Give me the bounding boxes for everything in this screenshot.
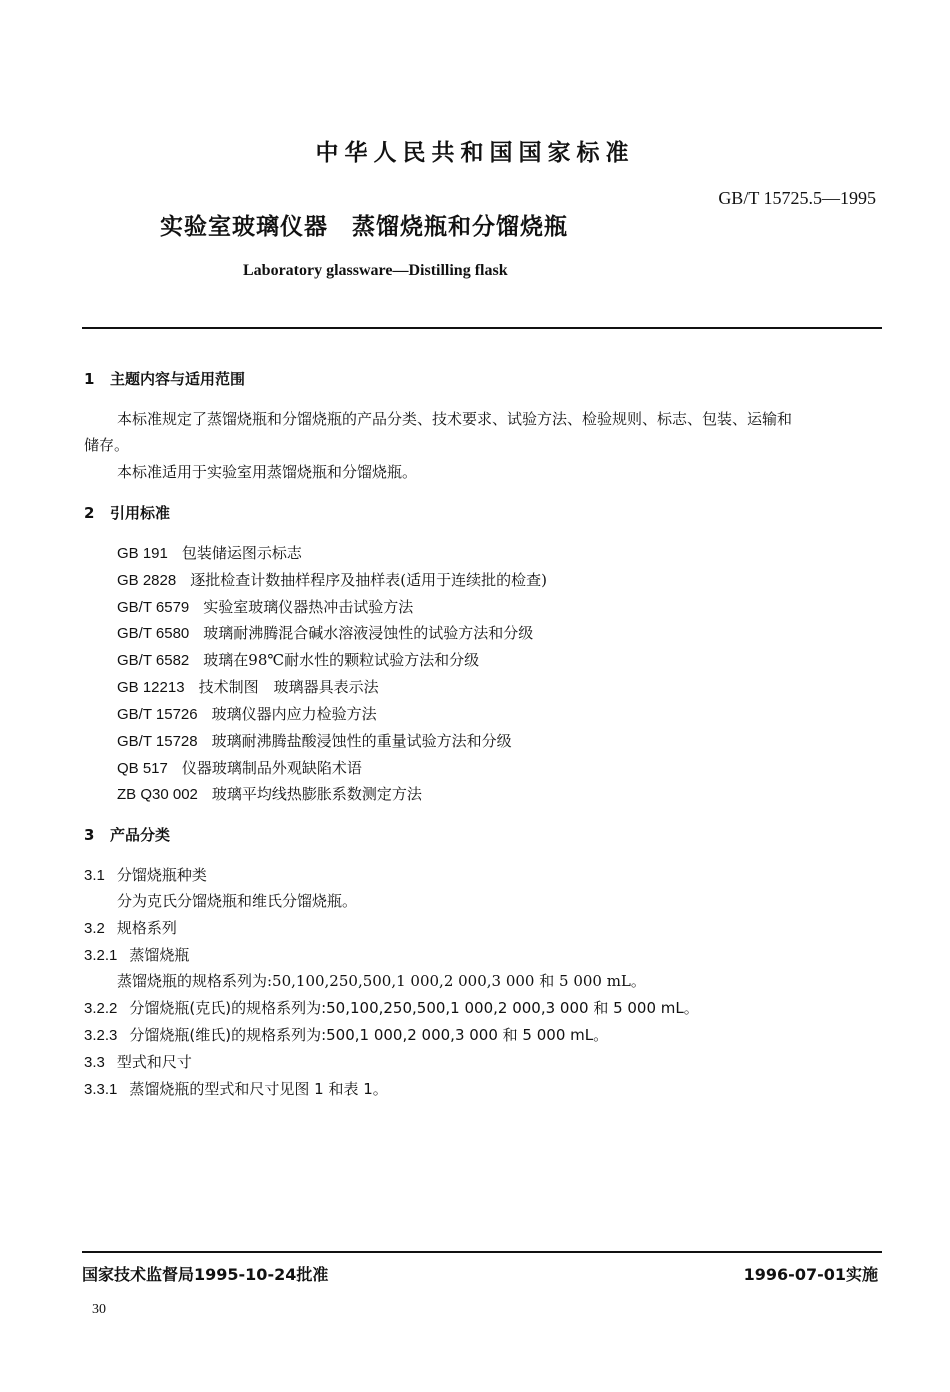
- clause-3-3: [84, 1051, 192, 1072]
- clause-title: 蒸馏烧瓶: [129, 946, 190, 964]
- section-2-heading: [84, 502, 170, 523]
- reference-code: GB 12213: [117, 679, 185, 696]
- reference-title: 玻璃仪器内应力检验方法: [211, 705, 377, 723]
- reference-code: ZB Q30 002: [117, 786, 198, 803]
- section-1-para-1-line-1: 本标准规定了蒸馏烧瓶和分馏烧瓶的产品分类、技术要求、试验方法、检验规则、标志、包装、运输和: [117, 410, 793, 428]
- section-1-para-1-line-2: 储存。: [84, 436, 130, 454]
- national-standard-heading: 中华人民共和国国家标准: [315, 140, 635, 166]
- clause-3-2: [84, 917, 177, 938]
- clause-title: 分馏烧瓶种类: [116, 866, 207, 884]
- reference-code: GB 2828: [117, 572, 177, 589]
- clause-3-2-1: [84, 944, 189, 965]
- reference-item: [117, 596, 413, 617]
- reference-title: 玻璃耐沸腾盐酸浸蚀性的重量试验方法和分级: [211, 732, 512, 750]
- reference-title: 逐批检查计数抽样程序及抽样表(适用于连续批的检查): [190, 571, 547, 589]
- header-rule: [82, 327, 882, 329]
- reference-code: GB/T 6579: [117, 599, 190, 616]
- reference-item: [117, 649, 479, 670]
- clause-title: 规格系列: [116, 919, 177, 937]
- clause-number: 3.3.1: [84, 1081, 118, 1098]
- reference-title: 玻璃在98℃耐水性的颗粒试验方法和分级: [203, 651, 480, 669]
- clause-3-2-2: [84, 997, 699, 1018]
- document-title-cn: 实验室玻璃仪器 蒸馏烧瓶和分馏烧瓶: [160, 214, 568, 240]
- reference-title: 仪器玻璃制品外观缺陷术语: [181, 759, 362, 777]
- approval-date: 国家技术监督局1995-10-24批准: [82, 1265, 329, 1284]
- section-3-number: 3: [84, 826, 95, 844]
- clause-title: 型式和尺寸: [116, 1053, 192, 1071]
- reference-title: 实验室玻璃仪器热冲击试验方法: [203, 598, 414, 616]
- section-3-title: 产品分类: [110, 826, 171, 844]
- reference-title: 玻璃耐沸腾混合碱水溶液浸蚀性的试验方法和分级: [203, 624, 534, 642]
- reference-code: GB/T 6582: [117, 652, 190, 669]
- reference-title: 包装储运图示标志: [181, 544, 302, 562]
- clause-number: 3.2: [84, 920, 105, 937]
- reference-item: [117, 757, 362, 778]
- reference-code: GB/T 6580: [117, 625, 190, 642]
- reference-code: GB/T 15728: [117, 733, 198, 750]
- reference-item: [117, 676, 379, 697]
- reference-code: GB 191: [117, 545, 168, 562]
- clause-3-2-1-text: 蒸馏烧瓶的规格系列为:50,100,250,500,1 000,2 000,3 000 和 5 000 mL。: [117, 972, 646, 990]
- clause-text: 分馏烧瓶(维氏)的规格系列为:500,1 000,2 000,3 000 和 5 000 mL。: [129, 1026, 609, 1044]
- section-2-title: 引用标准: [110, 504, 171, 522]
- section-2-number: 2: [84, 504, 95, 522]
- reference-item: [117, 622, 533, 643]
- clause-text: 蒸馏烧瓶的型式和尺寸见图 1 和表 1。: [129, 1080, 388, 1098]
- reference-item: [117, 703, 377, 724]
- clause-number: 3.2.1: [84, 947, 118, 964]
- reference-item: [117, 542, 302, 563]
- clause-3-3-1: [84, 1078, 388, 1099]
- clause-number: 3.2.3: [84, 1027, 118, 1044]
- reference-title: 技术制图 玻璃器具表示法: [198, 678, 379, 696]
- section-1-number: 1: [84, 370, 95, 388]
- clause-3-1-text: 分为克氏分馏烧瓶和维氏分馏烧瓶。: [117, 892, 358, 910]
- reference-item: [117, 783, 422, 804]
- section-1-heading: [84, 368, 245, 389]
- reference-code: GB/T 15726: [117, 706, 198, 723]
- clause-3-1: [84, 864, 207, 885]
- clause-number: 3.2.2: [84, 1000, 118, 1017]
- section-1-para-2: 本标准适用于实验室用蒸馏烧瓶和分馏烧瓶。: [117, 463, 418, 481]
- reference-item: [117, 569, 547, 590]
- implementation-date: 1996-07-01实施: [743, 1265, 878, 1284]
- clause-number: 3.3: [84, 1054, 105, 1071]
- document-title-en: Laboratory glassware—Distilling flask: [243, 262, 508, 279]
- reference-title: 玻璃平均线热膨胀系数测定方法: [211, 785, 422, 803]
- reference-item: [117, 730, 512, 751]
- clause-3-2-3: [84, 1024, 608, 1045]
- reference-code: QB 517: [117, 760, 168, 777]
- footer-rule: [82, 1251, 882, 1253]
- section-3-heading: [84, 824, 170, 845]
- section-1-title: 主题内容与适用范围: [110, 370, 246, 388]
- clause-number: 3.1: [84, 867, 105, 884]
- standard-number: GB/T 15725.5—1995: [718, 188, 876, 208]
- page-number: 30: [92, 1302, 106, 1317]
- clause-text: 分馏烧瓶(克氏)的规格系列为:50,100,250,500,1 000,2 000,3 000 和 5 000 mL。: [129, 999, 699, 1017]
